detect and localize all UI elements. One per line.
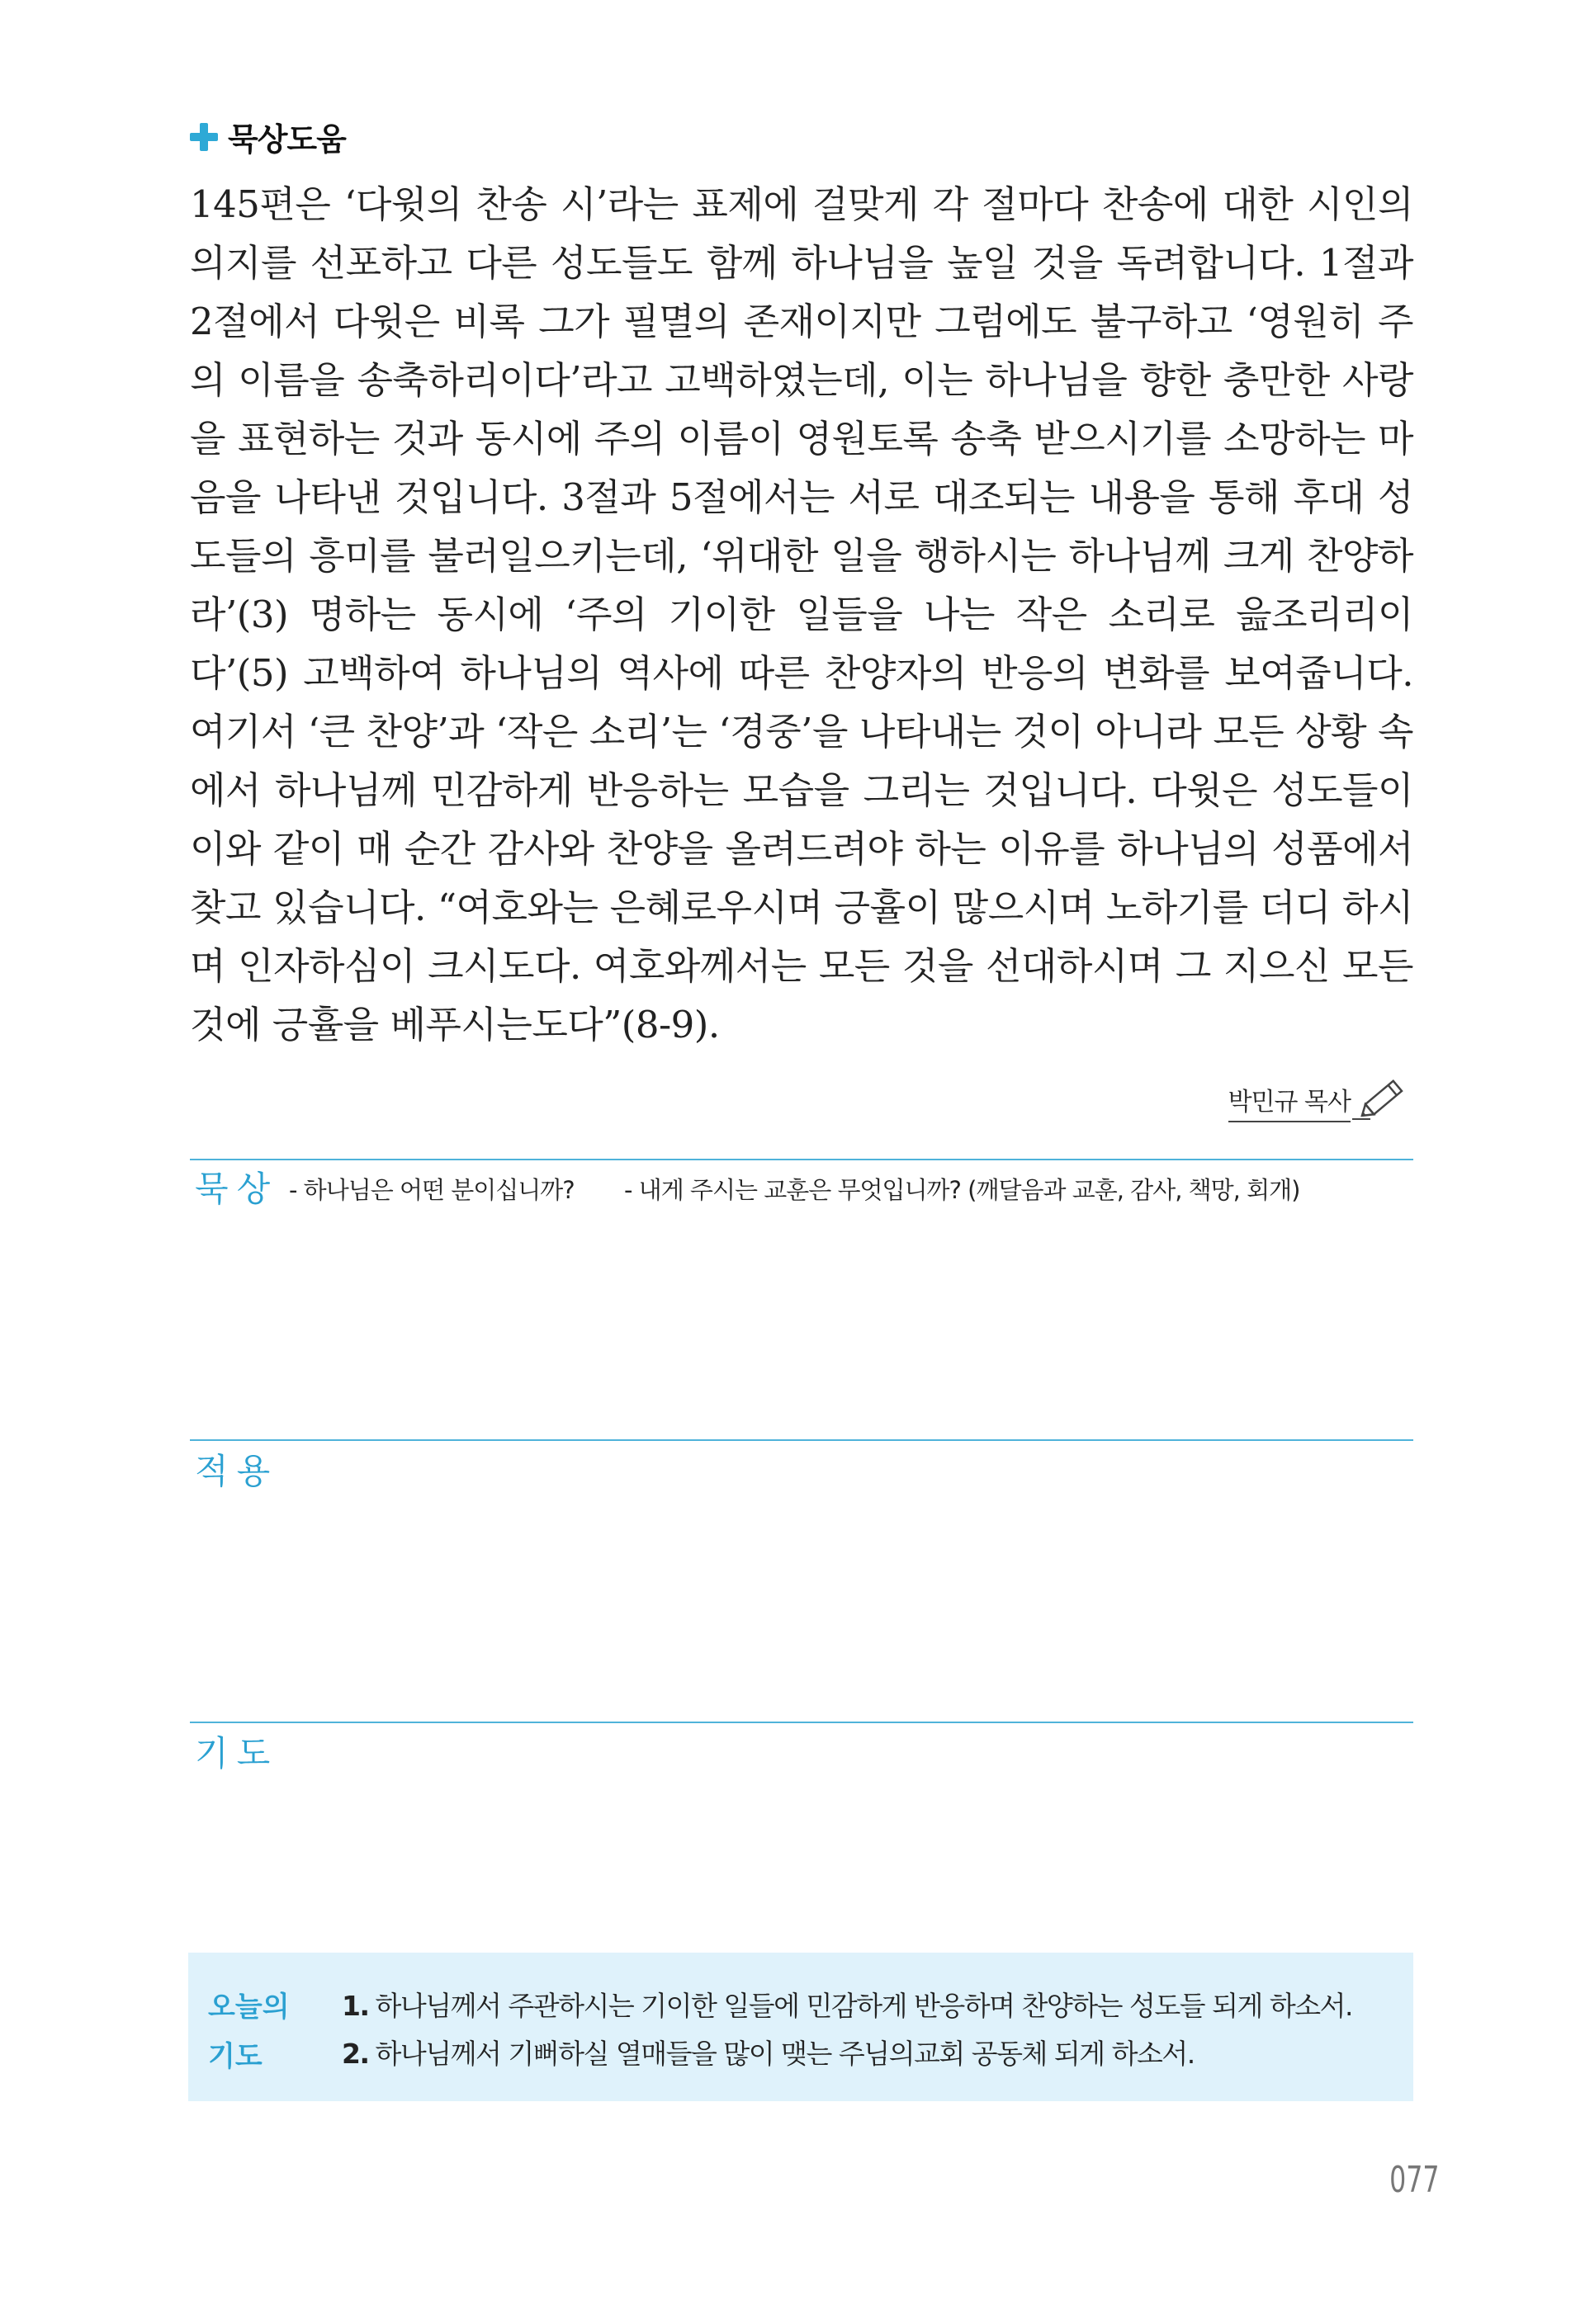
meditation-rule (190, 1159, 1413, 1160)
header-title: 묵상도움 (228, 121, 346, 158)
prayer-item-text: 하나님께서 주관하시는 기이한 일들에 민감하게 반응하며 찬양하는 성도들 되게 하소서. (375, 1990, 1353, 2022)
author-signature (1228, 1073, 1410, 1122)
prayer-item-text: 하나님께서 기뻐하실 열매들을 많이 맺는 주님의교회 공동체 되게 하소서. (375, 2038, 1195, 2070)
todays-prayer-label-line1: 오늘의 (208, 1991, 290, 2024)
prayer-item-number: 2. (342, 2038, 369, 2070)
prayer-label: 기도 (195, 1733, 279, 1774)
meditation-question-1: - 하나님은 어떤 분이십니까? (289, 1176, 575, 1204)
plus-icon (190, 123, 218, 151)
todays-prayer-box (188, 1953, 1413, 2101)
application-rule (190, 1439, 1413, 1441)
todays-prayer-list (342, 1982, 1352, 2078)
page-number: 077 (1389, 2159, 1440, 2201)
meditation-question-2: - 내게 주시는 교훈은 무엇입니까? (깨달음과 교훈, 감사, 책망, 회개) (624, 1176, 1300, 1204)
prayer-rule (190, 1722, 1413, 1723)
section-header (190, 114, 346, 159)
todays-prayer-label-line2: 기도 (208, 2040, 263, 2073)
meditation-label: 묵상 (195, 1169, 279, 1209)
author-name: 박민규 목사 (1228, 1081, 1351, 1122)
prayer-item (342, 2030, 1352, 2078)
prayer-item-number: 1. (342, 1990, 369, 2022)
pencil-icon (1352, 1073, 1410, 1122)
prayer-item (342, 1982, 1352, 2030)
todays-prayer-label (208, 1982, 299, 2081)
application-label: 적용 (195, 1451, 279, 1491)
commentary-text: 145편은 ‘다윗의 찬송 시’라는 표제에 걸맞게 각 절마다 찬송에 대한 시인의 의지를 선포하고 다른 성도들도 함께 하나님을 높일 것을 독려합니다. 1절과 2절에서 다윗은 비록 그가 필멸의 존재이지만 그럼에도 불구하고 ‘영원히 주의 이름을 송축하리이다’라고 고백하였는데, 이는 하나님을 향한 충만한 사랑을 표현하는 것과 동시에 주의 이름이 영원토록 송축 받으시기를 소망하는 마음을 나타낸 것입니다. 3절과 5절에서는 서로 대조되는 내용을 통해 후대 성도들의 흥미를 불러일으키는데, ‘위대한 일을 행하시는 하나님께 크게 찬양하라’(3) 명하는 동시에 ‘주의 기이한 일들을 나는 작은 소리로 읊조리리이다’(5) 고백하여 하나님의 역사에 따른 찬양자의 반응의 변화를 보여줍니다. 여기서 ‘큰 찬양’과 ‘작은 소리’는 ‘경중’을 나타내는 것이 아니라 모든 상황 속에서 하나님께 민감하게 반응하는 모습을 그리는 것입니다. 다윗은 성도들이 이와 같이 매 순간 감사와 찬양을 올려드려야 하는 이유를 하나님의 성품에서 찾고 있습니다. “여호와는 은혜로우시며 긍휼이 많으시며 노하기를 더디 하시며 인자하심이 크시도다. 여호와께서는 모든 것을 선대하시며 그 지으신 모든 것에 긍휼을 베푸시는도다”(8-9). (190, 182, 1413, 1046)
